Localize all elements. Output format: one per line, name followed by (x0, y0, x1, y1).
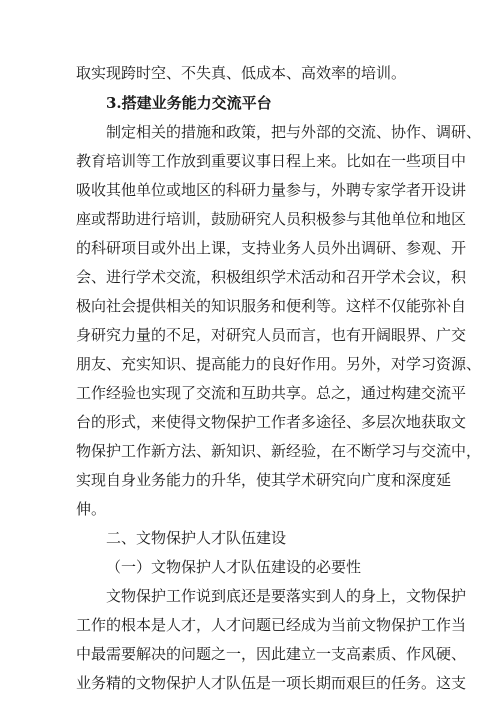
body-text-line: 身研究力量的不足，对研究人员而言，也有开阔眼界、广交 (76, 326, 467, 344)
body-text-line: 文物保护工作说到底还是要落实到人的身上，文物保护 (106, 587, 467, 605)
body-text-line: 座或帮助进行培训，鼓励研究人员积极参与其他单位和地区 (76, 210, 467, 228)
body-text-line: 取实现跨时空、不失真、低成本、高效率的培训。 (76, 64, 407, 82)
body-text-line: 吸收其他单位或地区的科研力量参与，外聘专家学者开设讲 (76, 181, 467, 199)
body-text-line: 的科研项目或外出上课，支持业务人员外出调研、参观、开 (76, 239, 467, 257)
body-text-line: 朋友、充实知识、提高能力的良好作用。另外，对学习资源、 (76, 355, 482, 373)
body-text-line: 教育培训等工作放到重要议事日程上来。比如在一些项目中 (76, 152, 467, 170)
body-text-line: 制定相关的措施和政策，把与外部的交流、协作、调研、 (106, 123, 482, 141)
body-text-line: 极向社会提供相关的知识服务和便利等。这样不仅能弥补自 (76, 297, 467, 315)
section-heading: 二、文物保护人才队伍建设 (106, 529, 287, 547)
body-text-line: 业务精的文物保护人才队伍是一项长期而艰巨的任务。这支 (76, 674, 467, 692)
body-text-line: 台的形式，来使得文物保护工作者多途径、多层次地获取文 (76, 413, 467, 431)
body-text-line: 伸。 (76, 500, 107, 518)
body-text-line: 中最需要解决的问题之一，因此建立一支高素质、作风硬、 (76, 645, 467, 663)
section-heading: 3.搭建业务能力交流平台 (106, 94, 272, 112)
body-text-line: 工作的根本是人才，人才问题已经成为当前文物保护工作当 (76, 616, 467, 634)
subsection-heading: （一）文物保护人才队伍建设的必要性 (106, 558, 362, 576)
body-text-line: 物保护工作新方法、新知识、新经验，在不断学习与交流中， (76, 442, 482, 460)
body-text-line: 工作经验也实现了交流和互助共享。总之，通过构建交流平 (76, 384, 467, 402)
body-text-line: 会、进行学术交流，积极组织学术活动和召开学术会议，积 (76, 268, 467, 286)
body-text-line: 实现自身业务能力的升华，使其学术研究向广度和深度延 (76, 471, 452, 489)
